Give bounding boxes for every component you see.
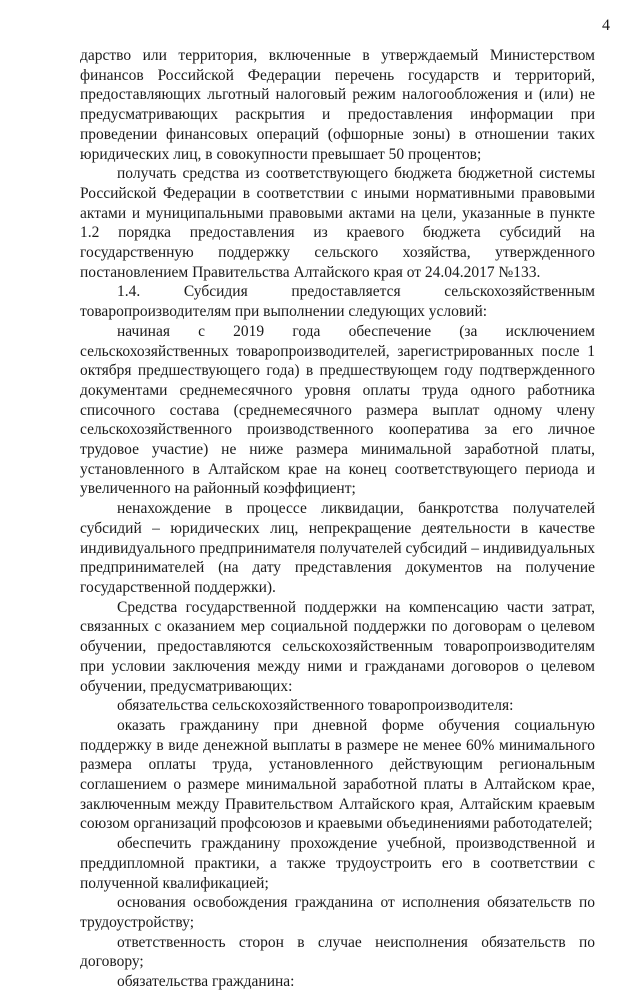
paragraph-section-1-4: 1.4. Субсидия предоставляется сельскохозяйственным товаропроизводителям при выполнении следующих условий: (80, 283, 595, 321)
paragraph-liability: ответственность сторон в случае неисполнения обязательств по договору; (80, 933, 595, 971)
paragraph-targeted-training-support: Средства государственной поддержки на компенсацию части затрат, связанных с оказанием мер социальной поддержки по договорам о целевом обучении, предоставляются сельскохозяйственным товаропроизводителям при условии заключения между ними и гражданами договоров о целевом обучении, предусматривающих: (80, 598, 595, 695)
paragraph-no-liquidation-condition: ненахождение в процессе ликвидации, банкротства получателей субсидий – юридических лиц, непрекращение деятельности в качестве индивидуального предпринимателя получателей субсидий – индивидуальных предпринимателей (на дату представления документов на получение государственной поддержки). (80, 500, 595, 596)
paragraph-wage-level-condition: начиная с 2019 года обеспечение (за исключением сельскохозяйственных товаропроизводителей, зарегистрированных после 1 октября предшествующего года) в предшествующем году подтвержденного документами среднемесячного уровня оплаты труда одного работника списочного состава (среднемесячного размера выплат одному члену сельскохозяйственного производственного кооператива за его личное трудовое участие) не ниже размера минимальной заработной платы, установленного в Алтайском крае на конец соответствующего периода и увеличенного на районный коэффициент; (80, 322, 595, 498)
paragraph-release-grounds: основания освобождения гражданина от исполнения обязательств по трудоустройству; (80, 894, 595, 931)
paragraph-social-payment: оказать гражданину при дневной форме обучения социальную поддержку в виде денежной выплаты в размере не менее 60% минимального размера оплаты труда, установленного действующим региональным соглашением о размере минимальной заработной платы в Алтайском крае, заключенным между Правительством Алтайского края, Алтайским краевым союзом организаций профсоюзов и краевыми объединениями работодателей; (80, 716, 595, 833)
paragraph-practice-employment: обеспечить гражданину прохождение учебной, производственной и преддипломной практики, а также трудоустроить его в соответствии с полученной квалификацией; (80, 835, 595, 892)
paragraph-offshore-continuation: дарство или территория, включенные в утверждаемый Министерством финансов Российской Федерации перечень государств и территорий, предоставляющих льготный налоговый режим налогообложения и (или) не предусматривающих раскрытия и предоставления информации при проведении финансовых операций (офшорные зоны) в отношении таких юридических лиц, в совокупности превышает 50 процентов; (80, 47, 595, 163)
paragraph-other-budget-funds: получать средства из соответствующего бюджета бюджетной системы Российской Федерации в соответствии с иными нормативными правовыми актами и муниципальными правовыми актами на цели, указанные в пункте 1.2 порядка предоставления из краевого бюджета субсидий на государственную поддержку сельского хозяйства, утвержденного постановлением Правительства Алтайского края от 24.04.2017 №133. (80, 165, 595, 281)
document-body (80, 46, 595, 992)
paragraph-producer-obligations: обязательства сельскохозяйственного товаропроизводителя: (117, 697, 514, 715)
paragraph-citizen-obligations: обязательства гражданина: (117, 973, 295, 991)
page-number: 4 (602, 17, 610, 34)
